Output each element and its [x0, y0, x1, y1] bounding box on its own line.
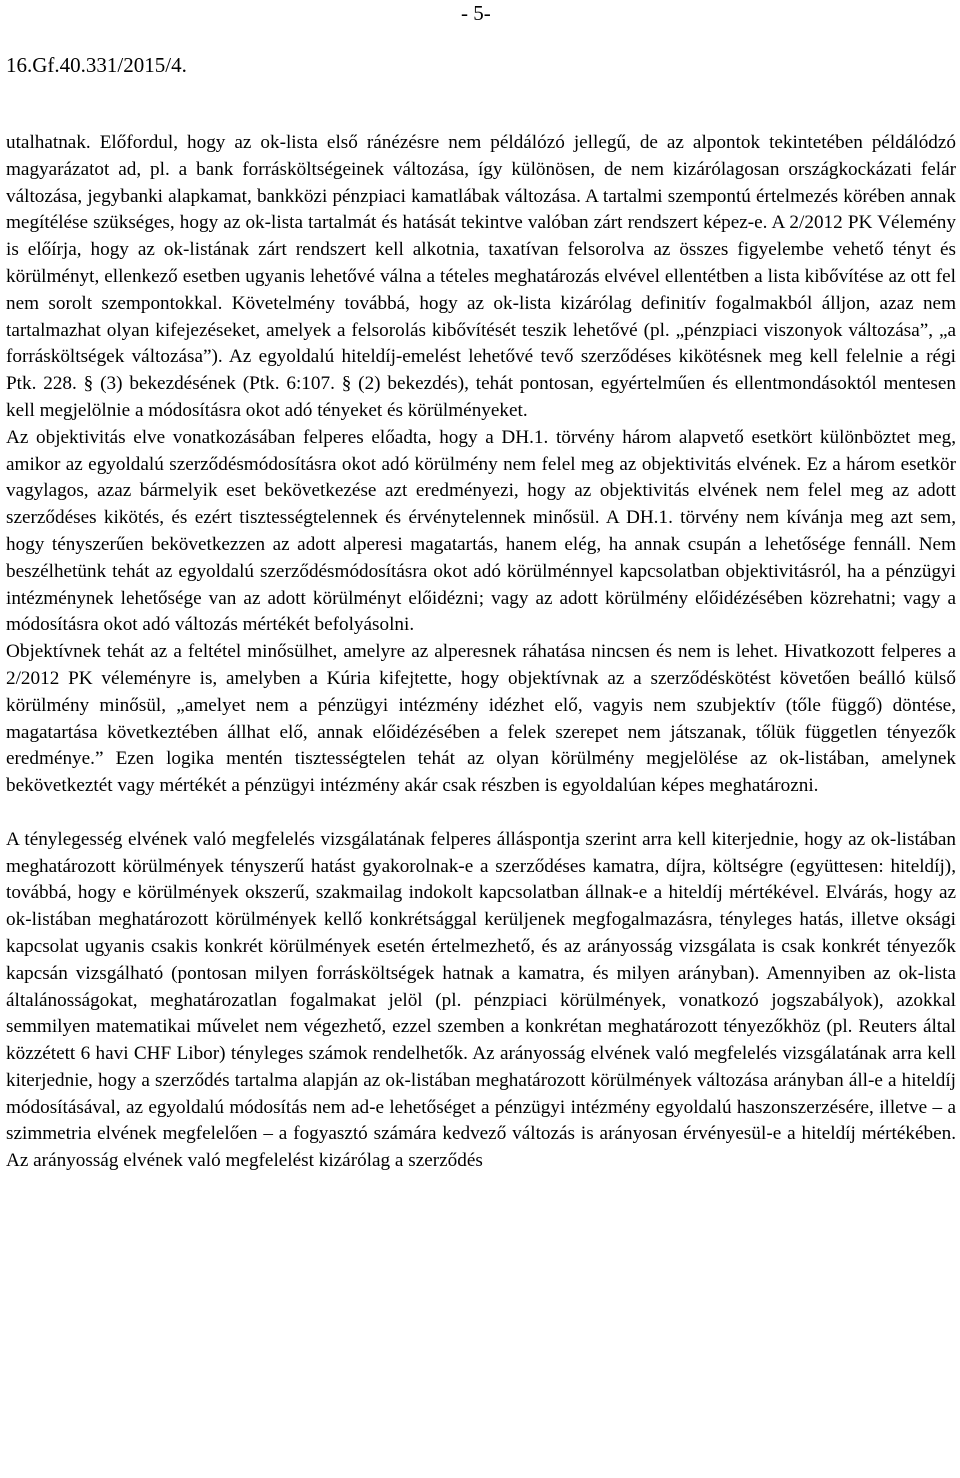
paragraph-objektivitas: Az objektivitás elve vonatkozásában felperes előadta, hogy a DH.1. törvény három alapvető esetkört különböztet meg, amikor az egyoldalú szerződésmódosításra okot adó körülmény nem felel meg az objektivitás elvének. Ez a három esetkör vagylagos, azaz bármelyik eset bekövetkezése azt eredményezi, hogy az objektivitás elvének nem felel meg az adott szerződéses kikötés, és ezért tisztességtelennek és érvénytelennek minősül. A DH.1. törvény nem kívánja meg azt sem, hogy tényszerűen bekövetkezzen az adott alperesi magatartás, hanem elég, ha annak csupán a lehetősége fennáll. Nem beszélhetünk tehát az egyoldalú szerződésmódosításra okot adó körülménnyel kapcsolatban objektivitásról, ha a pénzügyi intézménynek lehetősége van az adott körülményt előidézni; vagy az adott körülmény előidézésében közrehatni; vagy a módosításra okot adó változás mértékét befolyásolni. — [6, 426, 956, 636]
case-number: 16.Gf.40.331/2015/4. — [6, 53, 187, 77]
page-number: - 5- — [461, 1, 491, 25]
paragraph-ok-lista: utalhatnak. Előfordul, hogy az ok-lista első ránézésre nem példálózó jellegű, de az alpontok tekintetében példálódzó magyarázatot ad, pl. a bank forrásköltségeinek változása, így különösen, de nem kizárólagosan országkockázati felár változása, jegybanki alapkamat, bankközi pénzpiaci kamatlábak változása. A tartalmi szempontú értelmezés körében annak megítélése szükséges, hogy az ok-lista tartalmát és hatását tekintve valóban zárt rendszert képez-e. A 2/2012 PK Vélemény is előírja, hogy az ok-listának zárt rendszert kell alkotnia, taxatívan felsorolva az összes figyelembe vehető tényt és körülményt, ellenkező esetben ugyanis lehetővé válna a tételes meghatározás elvével ellentétben a lista kibővítése az ott fel nem sorolt szempontokkal. Követelmény továbbá, hogy az ok-lista kizárólag definitív fogalmakból álljon, azaz nem tartalmazhat olyan kifejezéseket, amelyek a felsorolás kibővítését teszik lehetővé (pl. „pénzpiaci viszonyok változása”, „a forrásköltségek változása”). Az egyoldalú hiteldíj-emelést lehetővé tevő szerződéses kikötésnek meg kell felelnie a régi Ptk. 228. § (3) bekezdésének (Ptk. 6:107. § (2) bekezdés), tehát pontosan, egyértelműen és ellentmondásoktól mentesen kell megjelölnie a módosításra okot adó tényeket és körülményeket. — [6, 132, 956, 421]
paragraph-tenylegesseg: A ténylegesség elvének való megfelelés vizsgálatának felperes álláspontja szerint arra kell kiterjednie, hogy az ok-listában meghatározott körülmények tényszerű hatást gyakorolnak-e a szerződéses kamatra, díjra, költségre (együttesen: hiteldíj), továbbá, hogy e körülmények okszerű, szakmailag indokolt kapcsolatban állnak-e a hiteldíj mértékével. Elvárás, hogy az ok-listában meghatározott körülmények kellő konkrétsággal kerüljenek megfogalmazásra, tényleges hatás, illetve oksági kapcsolat ugyanis csakis konkrét körülmények esetén értelmezhető, és az arányosság vizsgálata is csak konkrét tényezők kapcsán vizsgálható (pontosan milyen forrásköltségek hatnak a kamatra, és milyen arányban). Amennyiben az ok-lista általánosságokat, meghatározatlan fogalmakat jelöl (pl. pénzpiaci körülmények, vonatkozó jogszabályok), azokkal semmilyen matematikai művelet nem végezhető, ezzel szemben a konkrétan meghatározott tényezőkhöz (pl. Reuters által közzétett 6 havi CHF Libor) tényleges számok rendelhetők. Az arányosság elvének való megfelelés vizsgálatának arra kell kiterjednie, hogy a szerződés tartalma alapján az ok-listában meghatározott körülmények változása arányban áll-e a hiteldíj módosításával, az egyoldalú módosítás nem ad-e lehetőséget a pénzügyi intézmény egyoldalú haszonszerzésére, illetve – a szimmetria elvének megfelelően – a fogyasztó számára kedvező változás is arányosan érvényesül-e a hiteldíj mértékében. Az arányosság elvének való megfelelést kizárólag a szerződés — [6, 828, 956, 1172]
document-body — [6, 130, 956, 1175]
paragraph-objektiv-feltetel: Objektívnek tehát az a feltétel minősülhet, amelyre az alperesnek ráhatása nincsen és nem is lehet. Hivatkozott felperes a 2/2012 PK véleményre is, amelyben a Kúria kifejtette, hogy objektívnak az a szerződéskötést követően beálló külső körülmény minősül, „amelyet nem a pénzügyi intézmény idézhet elő, vagyis nem szubjektív (tőle függő) döntése, magatartása következtében állhat elő, annak előidézésében a felek szerepet nem játszanak, tőlük független tényezők eredménye.” Ezen logika mentén tisztességtelen tehát az olyan körülmény megjelölése az ok-listában, amelynek bekövetkeztét vagy mértékét a pénzügyi intézmény akár csak részben is egyoldalúan képes meghatározni. — [6, 641, 956, 797]
